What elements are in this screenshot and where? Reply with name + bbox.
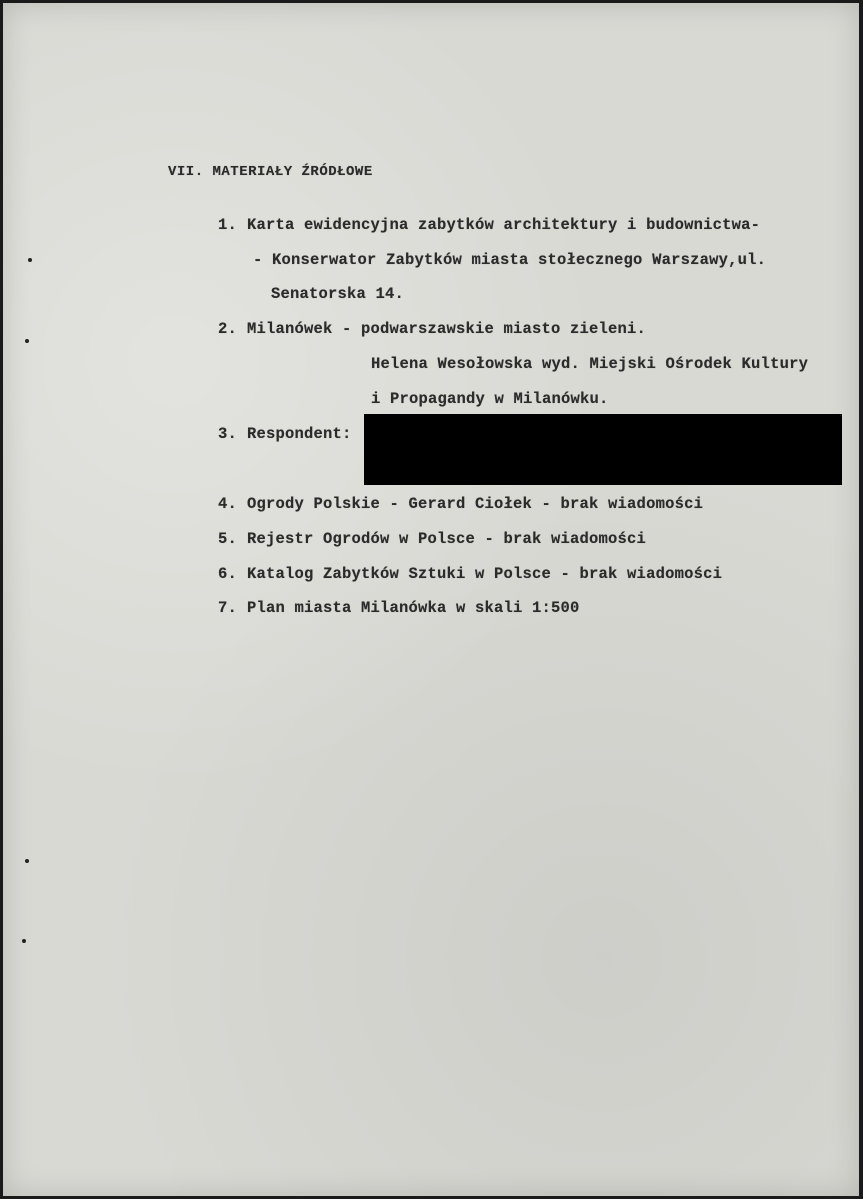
item-1-line-2: - Konserwator Zabytków miasta stołecznego Warszawy,ul.: [253, 251, 767, 269]
item-3-line-1: Respondent:: [247, 425, 352, 443]
margin-speck: [25, 339, 29, 343]
item-number-6: 6.: [218, 565, 238, 583]
redaction-block: [364, 414, 842, 485]
section-heading: VII. MATERIAŁY ŹRÓDŁOWE: [168, 164, 373, 180]
document-page: [3, 3, 859, 1196]
item-1-line-3: Senatorska 14.: [271, 285, 405, 303]
margin-speck: [25, 859, 29, 863]
item-number-4: 4.: [218, 495, 238, 513]
item-2-line-3: i Propagandy w Milanówku.: [371, 390, 609, 408]
margin-speck: [22, 939, 26, 943]
item-2-line-1: Milanówek - podwarszawskie miasto zieleni.: [247, 320, 647, 338]
item-2-line-2: Helena Wesołowska wyd. Miejski Ośrodek Kultury: [371, 355, 809, 373]
item-number-7: 7.: [218, 599, 238, 617]
margin-speck: [28, 258, 32, 262]
item-number-3: 3.: [218, 425, 238, 443]
item-6-line-1: Katalog Zabytków Sztuki w Polsce - brak wiadomości: [247, 565, 723, 583]
item-number-1: 1.: [218, 216, 238, 234]
item-1-line-1: Karta ewidencyjna zabytków architektury i budownictwa-: [247, 216, 761, 234]
item-number-5: 5.: [218, 530, 238, 548]
item-4-line-1: Ogrody Polskie - Gerard Ciołek - brak wiadomości: [247, 495, 704, 513]
item-number-2: 2.: [218, 320, 238, 338]
item-7-line-1: Plan miasta Milanówka w skali 1:500: [247, 599, 580, 617]
item-5-line-1: Rejestr Ogrodów w Polsce - brak wiadomości: [247, 530, 647, 548]
